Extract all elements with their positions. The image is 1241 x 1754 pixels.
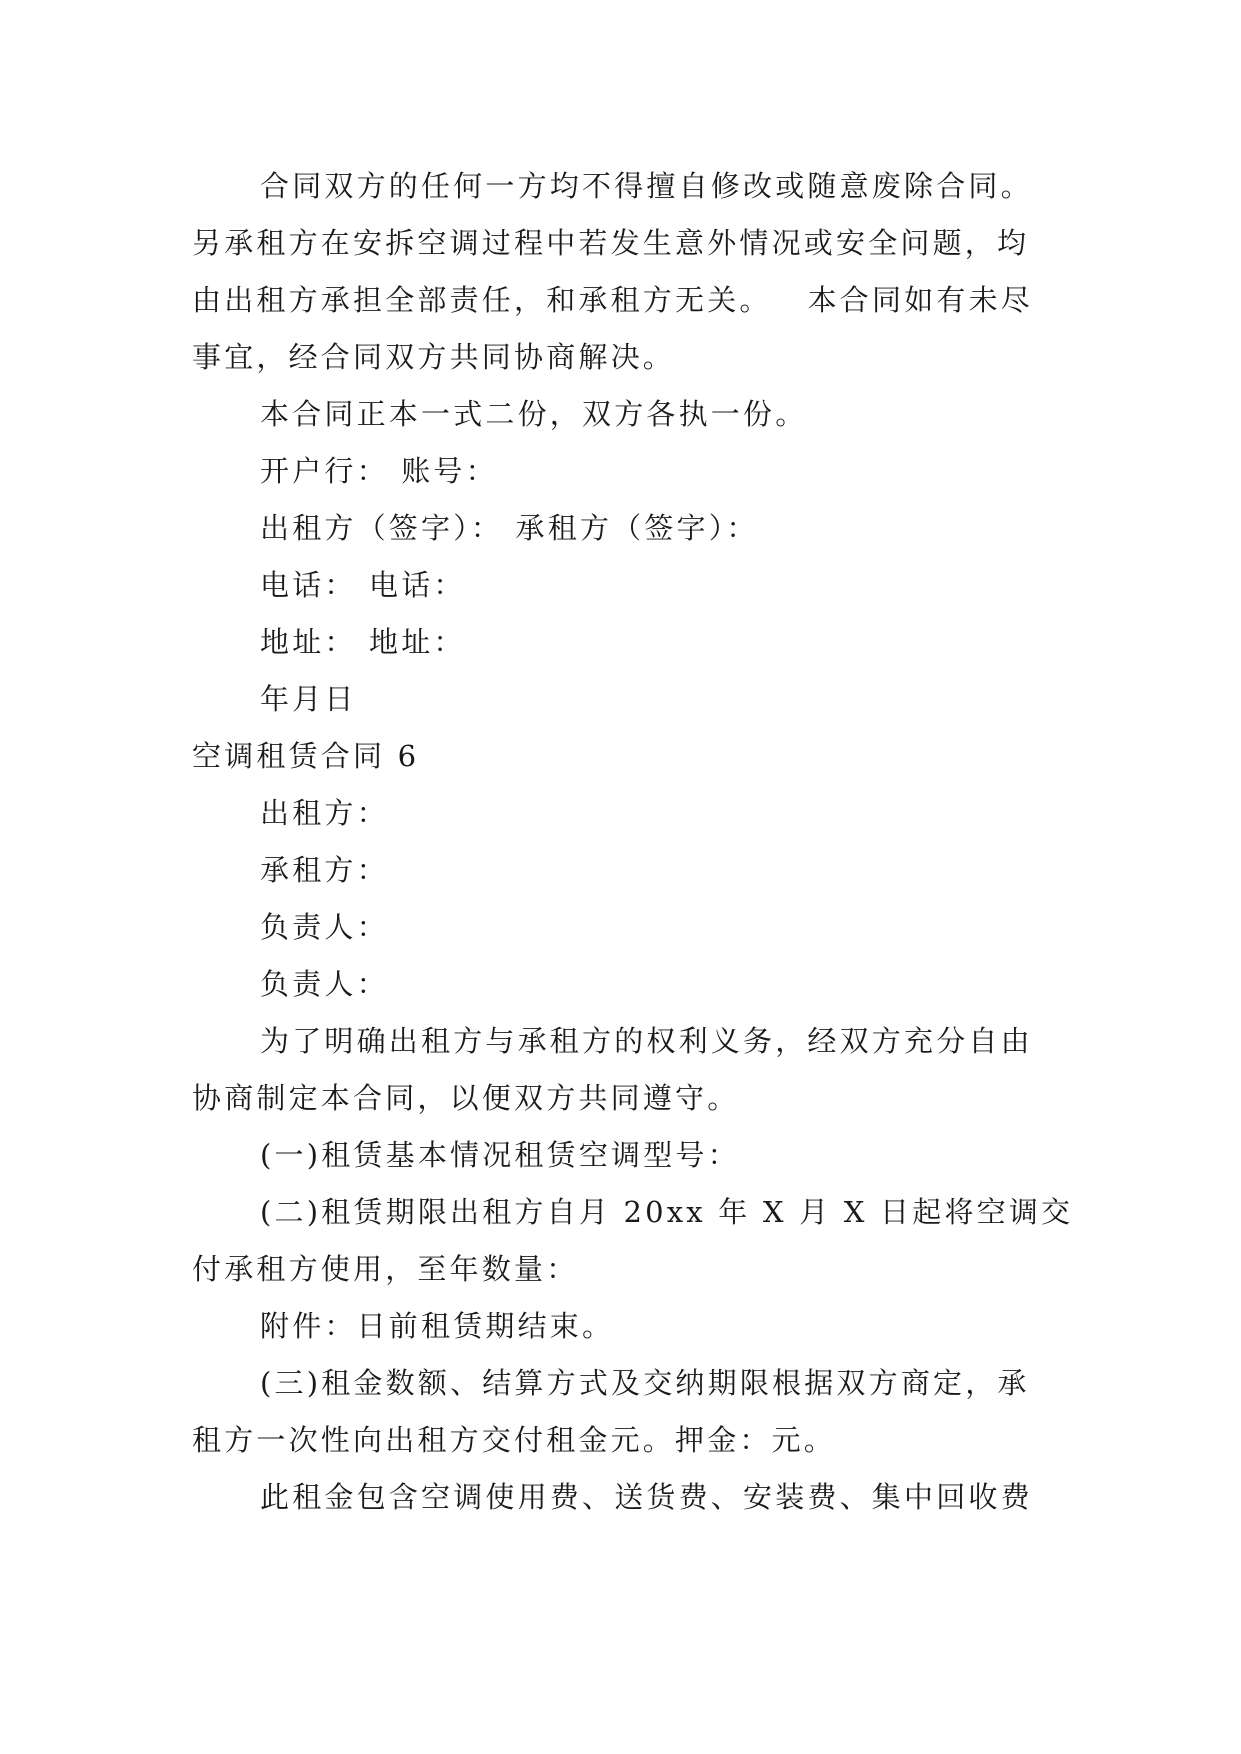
lessee-line: 承租方：: [260, 853, 389, 887]
clause-line: (一)租赁基本情况租赁空调型号：: [260, 1138, 740, 1172]
paragraph-line: 另承租方在安拆空调过程中若发生意外情况或安全问题，均: [192, 226, 1030, 260]
paragraph-line: 协商制定本合同，以便双方共同遵守。: [192, 1081, 740, 1115]
paragraph-line: 付承租方使用，至年数量：: [192, 1252, 579, 1286]
paragraph-line: 此租金包含空调使用费、送货费、安装费、集中回收费: [260, 1480, 1033, 1514]
paragraph-line: 合同双方的任何一方均不得擅自修改或随意废除合同。: [260, 169, 1033, 203]
paragraph-line: 为了明确出租方与承租方的权利义务，经双方充分自由: [260, 1024, 1033, 1058]
address-line: 地址： 地址：: [260, 625, 466, 659]
paragraph-segment: 本合同如有未尽: [807, 283, 1034, 317]
paragraph-line: [192, 280, 1033, 320]
clause-line: (三)租金数额、结算方式及交纳期限根据双方商定，承: [260, 1366, 1030, 1400]
signature-line: 出租方（签字）： 承租方（签字）：: [260, 511, 759, 545]
lessor-line: 出租方：: [260, 796, 389, 830]
attachment-line: 附件：日前租赁期结束。: [260, 1309, 615, 1343]
paragraph-line: 本合同正本一式二份，双方各执一份。: [260, 397, 808, 431]
bank-account-line: 开户行： 账号：: [260, 454, 498, 488]
responsible-person-line: 负责人：: [260, 910, 389, 944]
paragraph-line: 事宜，经合同双方共同协商解决。: [192, 340, 676, 374]
paragraph-line: 租方一次性向出租方交付租金元。押金：元。: [192, 1423, 837, 1457]
phone-line: 电话： 电话：: [260, 568, 466, 602]
clause-line: (二)租赁期限出租方自月 20xx 年 X 月 X 日起将空调交: [260, 1195, 1074, 1229]
paragraph-segment: 由出租方承担全部责任，和承租方无关。: [192, 283, 772, 317]
date-line: 年月日: [260, 682, 357, 716]
section-title: 空调租赁合同 6: [192, 739, 420, 773]
responsible-person-line: 负责人：: [260, 967, 389, 1001]
